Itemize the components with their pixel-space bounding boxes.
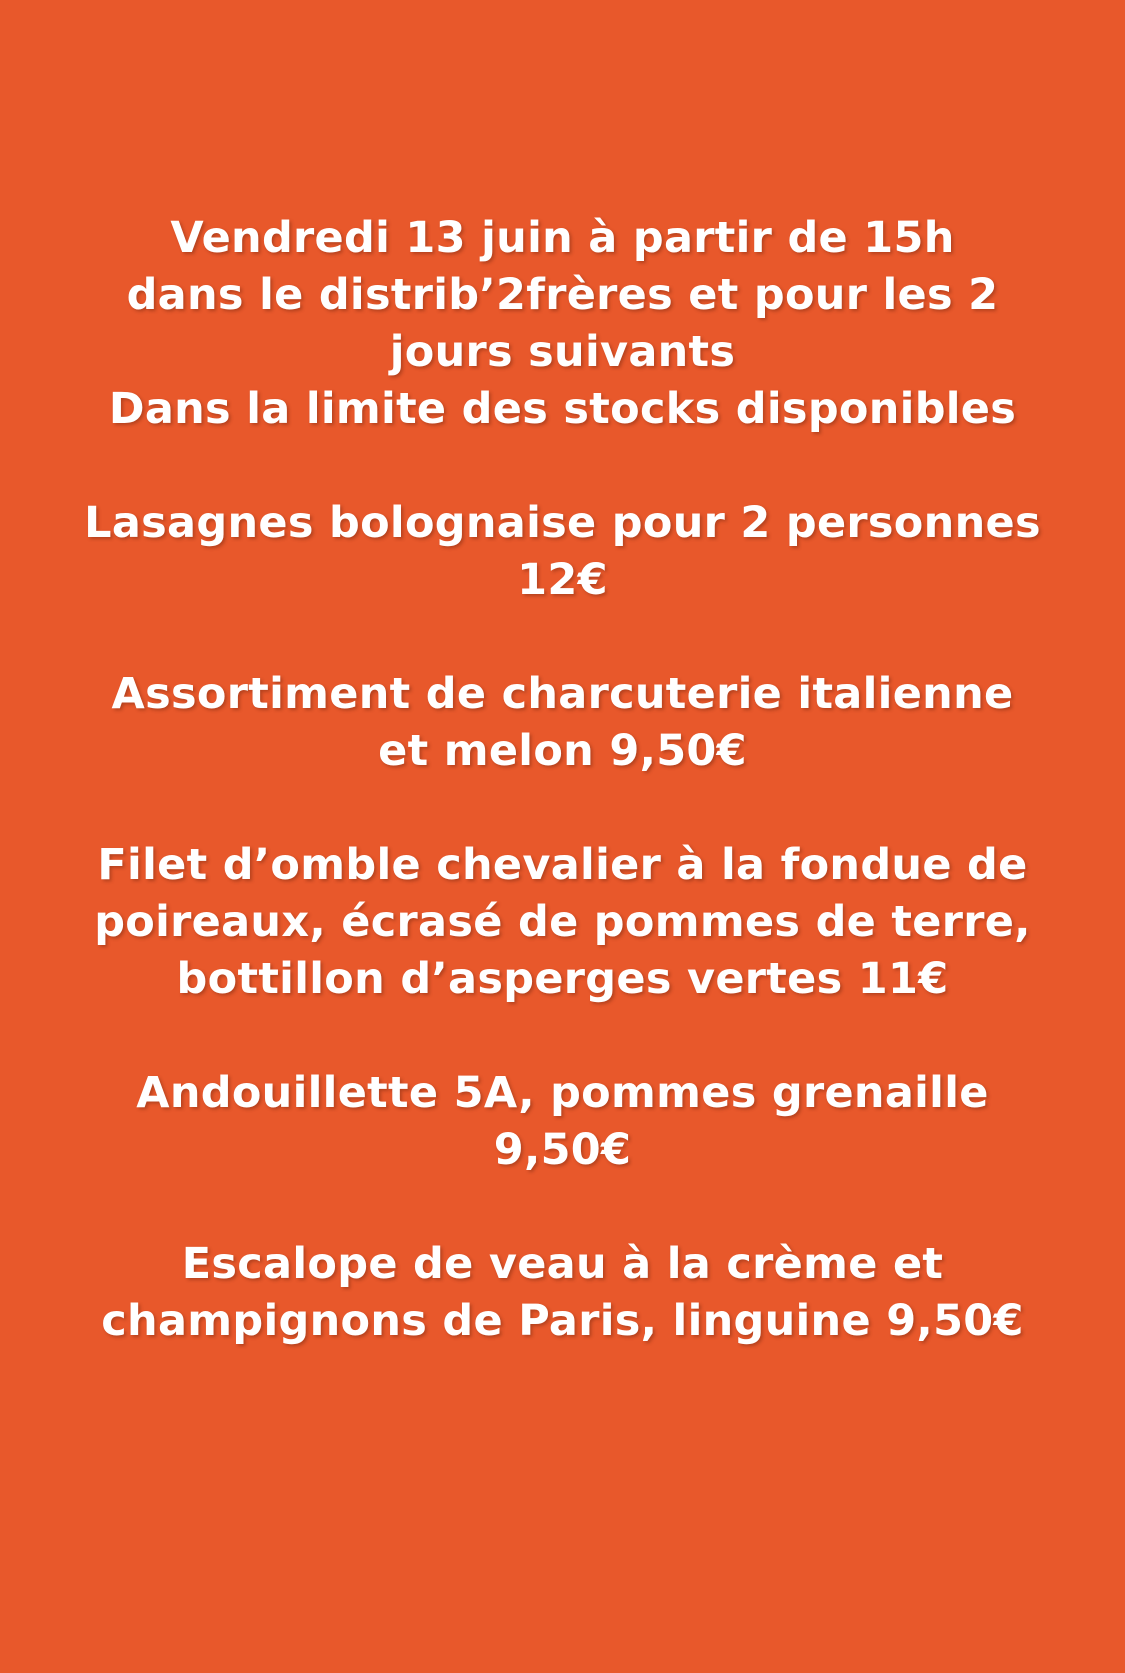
menu-item-charcuterie <box>40 666 1085 780</box>
menu-item-lasagnes <box>40 495 1085 609</box>
menu-text-block <box>40 210 1085 1350</box>
spacer <box>40 1008 1085 1065</box>
menu-item-line: Assortiment de charcuterie italienne <box>111 669 1014 719</box>
intro-stock-line: Dans la limite des stocks disponibles <box>108 384 1017 434</box>
intro-block <box>40 210 1085 438</box>
spacer <box>40 438 1085 495</box>
menu-item-line: Filet d’omble chevalier à la fondue de <box>97 840 1028 890</box>
menu-item-line: et melon 9,50€ <box>378 726 747 776</box>
intro-date-line: Vendredi 13 juin à partir de 15h <box>170 213 955 263</box>
menu-item-price: 9,50€ <box>493 1125 632 1175</box>
menu-item-line: champignons de Paris, linguine 9,50€ <box>101 1296 1024 1346</box>
menu-item-line: Andouillette 5A, pommes grenaille <box>136 1068 989 1118</box>
menu-item-line: bottillon d’asperges vertes 11€ <box>176 954 949 1004</box>
menu-item-line: poireaux, écrasé de pommes de terre, <box>94 897 1031 947</box>
intro-location-line: dans le distrib’2frères et pour les 2 <box>126 270 999 320</box>
intro-duration-line: jours suivants <box>389 327 736 377</box>
menu-item-andouillette <box>40 1065 1085 1179</box>
menu-item-line: Escalope de veau à la crème et <box>181 1239 944 1289</box>
menu-item-price: 12€ <box>517 555 608 605</box>
menu-item-omble <box>40 837 1085 1008</box>
spacer <box>40 609 1085 666</box>
menu-item-line: Lasagnes bolognaise pour 2 personnes <box>84 498 1041 548</box>
spacer <box>40 780 1085 837</box>
menu-item-escalope <box>40 1236 1085 1350</box>
spacer <box>40 1179 1085 1236</box>
